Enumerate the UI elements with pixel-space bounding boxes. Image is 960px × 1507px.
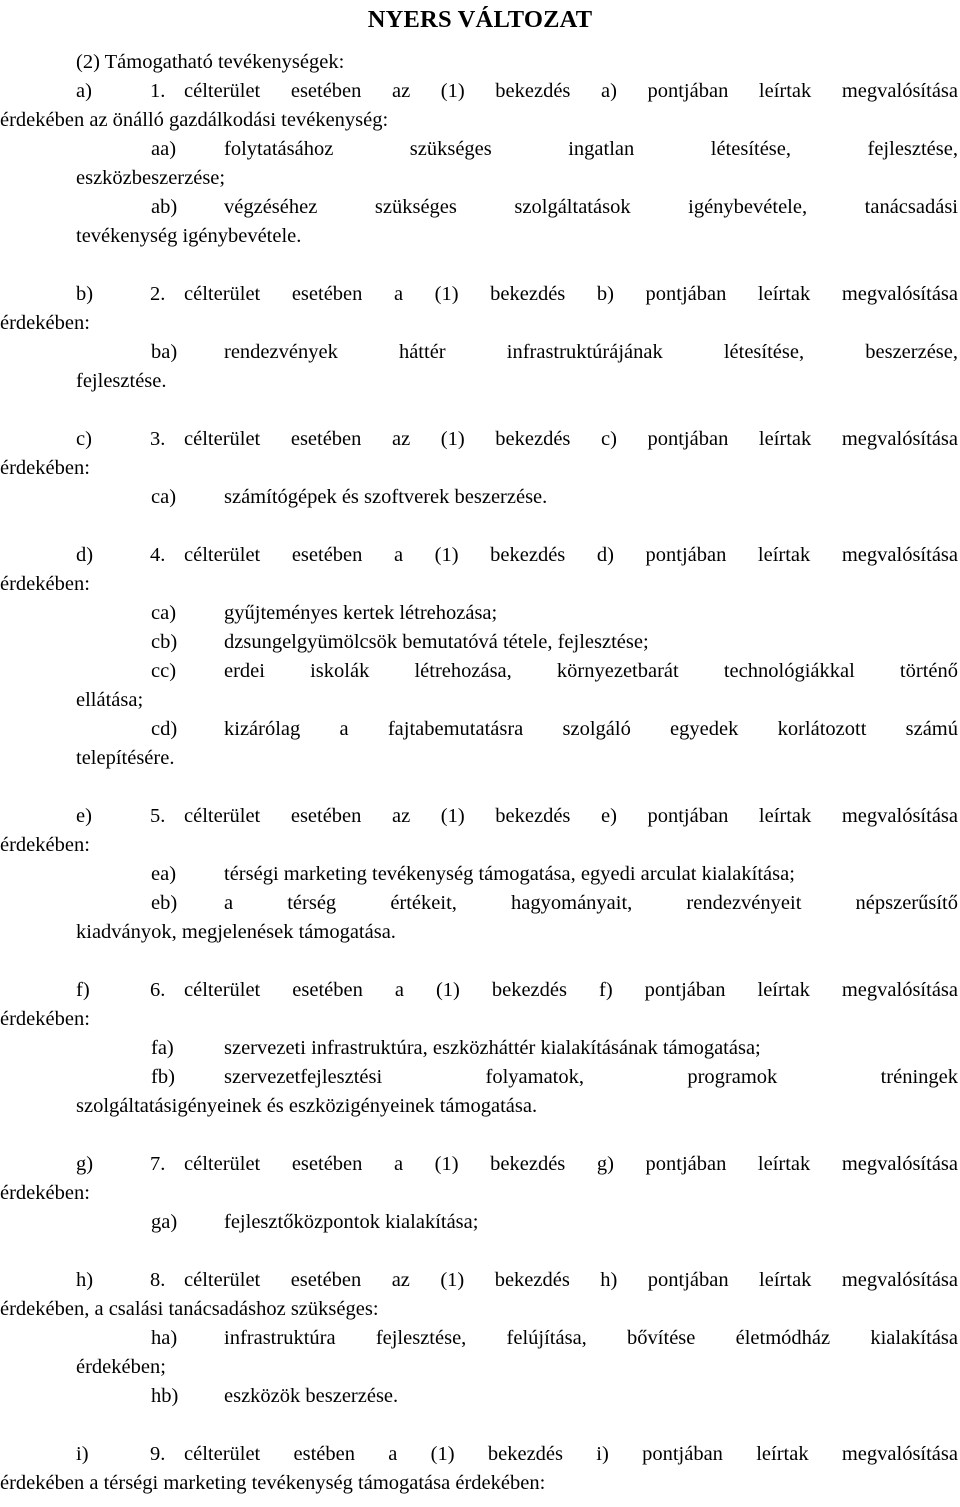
item-text: szervezeti infrastruktúra, eszközháttér kialakításának támogatása; <box>224 1037 761 1059</box>
section-letter: d) <box>76 544 94 566</box>
item-label: eb) <box>151 892 178 914</box>
item-label: ca) <box>151 602 177 624</box>
section-letter: f) <box>76 979 90 1001</box>
item-text: kizárólag a fajtabemutatásra szolgáló egyedek korlátozott számú <box>224 718 958 740</box>
section-heading-continuation: érdekében az önálló gazdálkodási tevékenység: <box>0 109 389 131</box>
item-label: ga) <box>151 1211 178 1233</box>
item-text-continuation: fejlesztése. <box>76 370 167 392</box>
item-text-continuation: kiadványok, megjelenések támogatása. <box>76 921 396 943</box>
item-text: rendezvények háttér infrastruktúrájának létesítése, beszerzése, <box>224 341 958 363</box>
item-text-continuation: ellátása; <box>76 689 144 711</box>
section-number: 1. <box>150 80 166 102</box>
item-label: ea) <box>151 863 177 885</box>
section-heading: célterület esetében a (1) bekezdés g) pontjában leírtak megvalósítása <box>184 1153 958 1175</box>
item-text: dzsungelgyümölcsök bemutatóvá tétele, fejlesztése; <box>224 631 649 653</box>
item-label: ha) <box>151 1327 178 1349</box>
item-text: számítógépek és szoftverek beszerzése. <box>224 486 548 508</box>
item-label: ba) <box>151 341 178 363</box>
section-heading-continuation: érdekében a térségi marketing tevékenység támogatása érdekében: <box>0 1472 546 1494</box>
item-label: cd) <box>151 718 178 740</box>
section-heading: célterület esetében a (1) bekezdés d) pontjában leírtak megvalósítása <box>184 544 958 566</box>
section-heading: célterület esetében a (1) bekezdés b) pontjában leírtak megvalósítása <box>184 283 958 305</box>
item-label: fa) <box>151 1037 174 1059</box>
section-number: 6. <box>150 979 166 1001</box>
item-text-continuation: tevékenység igénybevétele. <box>76 225 302 247</box>
section-heading-continuation: érdekében: <box>0 573 90 595</box>
section-heading-continuation: érdekében, a csalási tanácsadáshoz szükséges: <box>0 1298 379 1320</box>
section-heading-continuation: érdekében: <box>0 1008 90 1030</box>
section-heading-continuation: érdekében: <box>0 834 90 856</box>
item-text: folytatásához szükséges ingatlan létesítése, fejlesztése, <box>224 138 958 160</box>
item-text: szervezetfejlesztési folyamatok, programok tréningek <box>224 1066 958 1088</box>
section-letter: e) <box>76 805 92 827</box>
page-title: NYERS VÁLTOZAT <box>367 6 593 33</box>
item-text-continuation: telepítésére. <box>76 747 175 769</box>
section-letter: b) <box>76 283 94 305</box>
section-letter: a) <box>76 80 92 102</box>
section-heading-continuation: érdekében: <box>0 312 90 334</box>
section-heading: célterület esetében az (1) bekezdés e) pontjában leírtak megvalósítása <box>184 805 958 827</box>
item-label: aa) <box>151 138 177 160</box>
item-text: végzéséhez szükséges szolgáltatások igénybevétele, tanácsadási <box>224 196 958 218</box>
item-label: ca) <box>151 486 177 508</box>
section-heading: célterület esetében az (1) bekezdés h) pontjában leírtak megvalósítása <box>184 1269 958 1291</box>
item-text: térségi marketing tevékenység támogatása, egyedi arculat kialakítása; <box>224 863 795 885</box>
section-letter: g) <box>76 1153 94 1175</box>
section-letter: c) <box>76 428 92 450</box>
item-label: ab) <box>151 196 178 218</box>
item-label: cc) <box>151 660 177 682</box>
item-text-continuation: eszközbeszerzése; <box>76 167 226 189</box>
item-label: fb) <box>151 1066 175 1088</box>
item-text-continuation: érdekében; <box>76 1356 166 1378</box>
section-number: 9. <box>150 1443 166 1465</box>
section-heading: célterület esetében a (1) bekezdés f) pontjában leírtak megvalósítása <box>184 979 958 1001</box>
section-number: 8. <box>150 1269 166 1291</box>
section-number: 3. <box>150 428 166 450</box>
section-letter: i) <box>76 1443 89 1465</box>
section-heading-continuation: érdekében: <box>0 1182 90 1204</box>
section-number: 2. <box>150 283 166 305</box>
section-number: 4. <box>150 544 166 566</box>
item-text: erdei iskolák létrehozása, környezetbarát technológiákkal történő <box>224 660 958 682</box>
section-number: 7. <box>150 1153 166 1175</box>
item-text: eszközök beszerzése. <box>224 1385 399 1407</box>
section-heading: célterület esetében az (1) bekezdés a) pontjában leírtak megvalósítása <box>184 80 958 102</box>
item-text: infrastruktúra fejlesztése, felújítása, bővítése életmódház kialakítása <box>224 1327 958 1349</box>
item-text: gyűjteményes kertek létrehozása; <box>224 602 498 624</box>
section-heading: célterület estében a (1) bekezdés i) pontjában leírtak megvalósítása <box>184 1443 958 1465</box>
section-heading-continuation: érdekében: <box>0 457 90 479</box>
section-number: 5. <box>150 805 166 827</box>
intro-line: (2) Támogatható tevékenységek: <box>76 51 345 73</box>
item-text: a térség értékeit, hagyományait, rendezvényeit népszerűsítő <box>224 892 958 914</box>
item-label: cb) <box>151 631 178 653</box>
item-text-continuation: szolgáltatásigényeinek és eszközigényeinek támogatása. <box>76 1095 538 1117</box>
section-heading: célterület esetében az (1) bekezdés c) pontjában leírtak megvalósítása <box>184 428 958 450</box>
item-label: hb) <box>151 1385 179 1407</box>
item-text: fejlesztőközpontok kialakítása; <box>224 1211 479 1233</box>
section-letter: h) <box>76 1269 94 1291</box>
